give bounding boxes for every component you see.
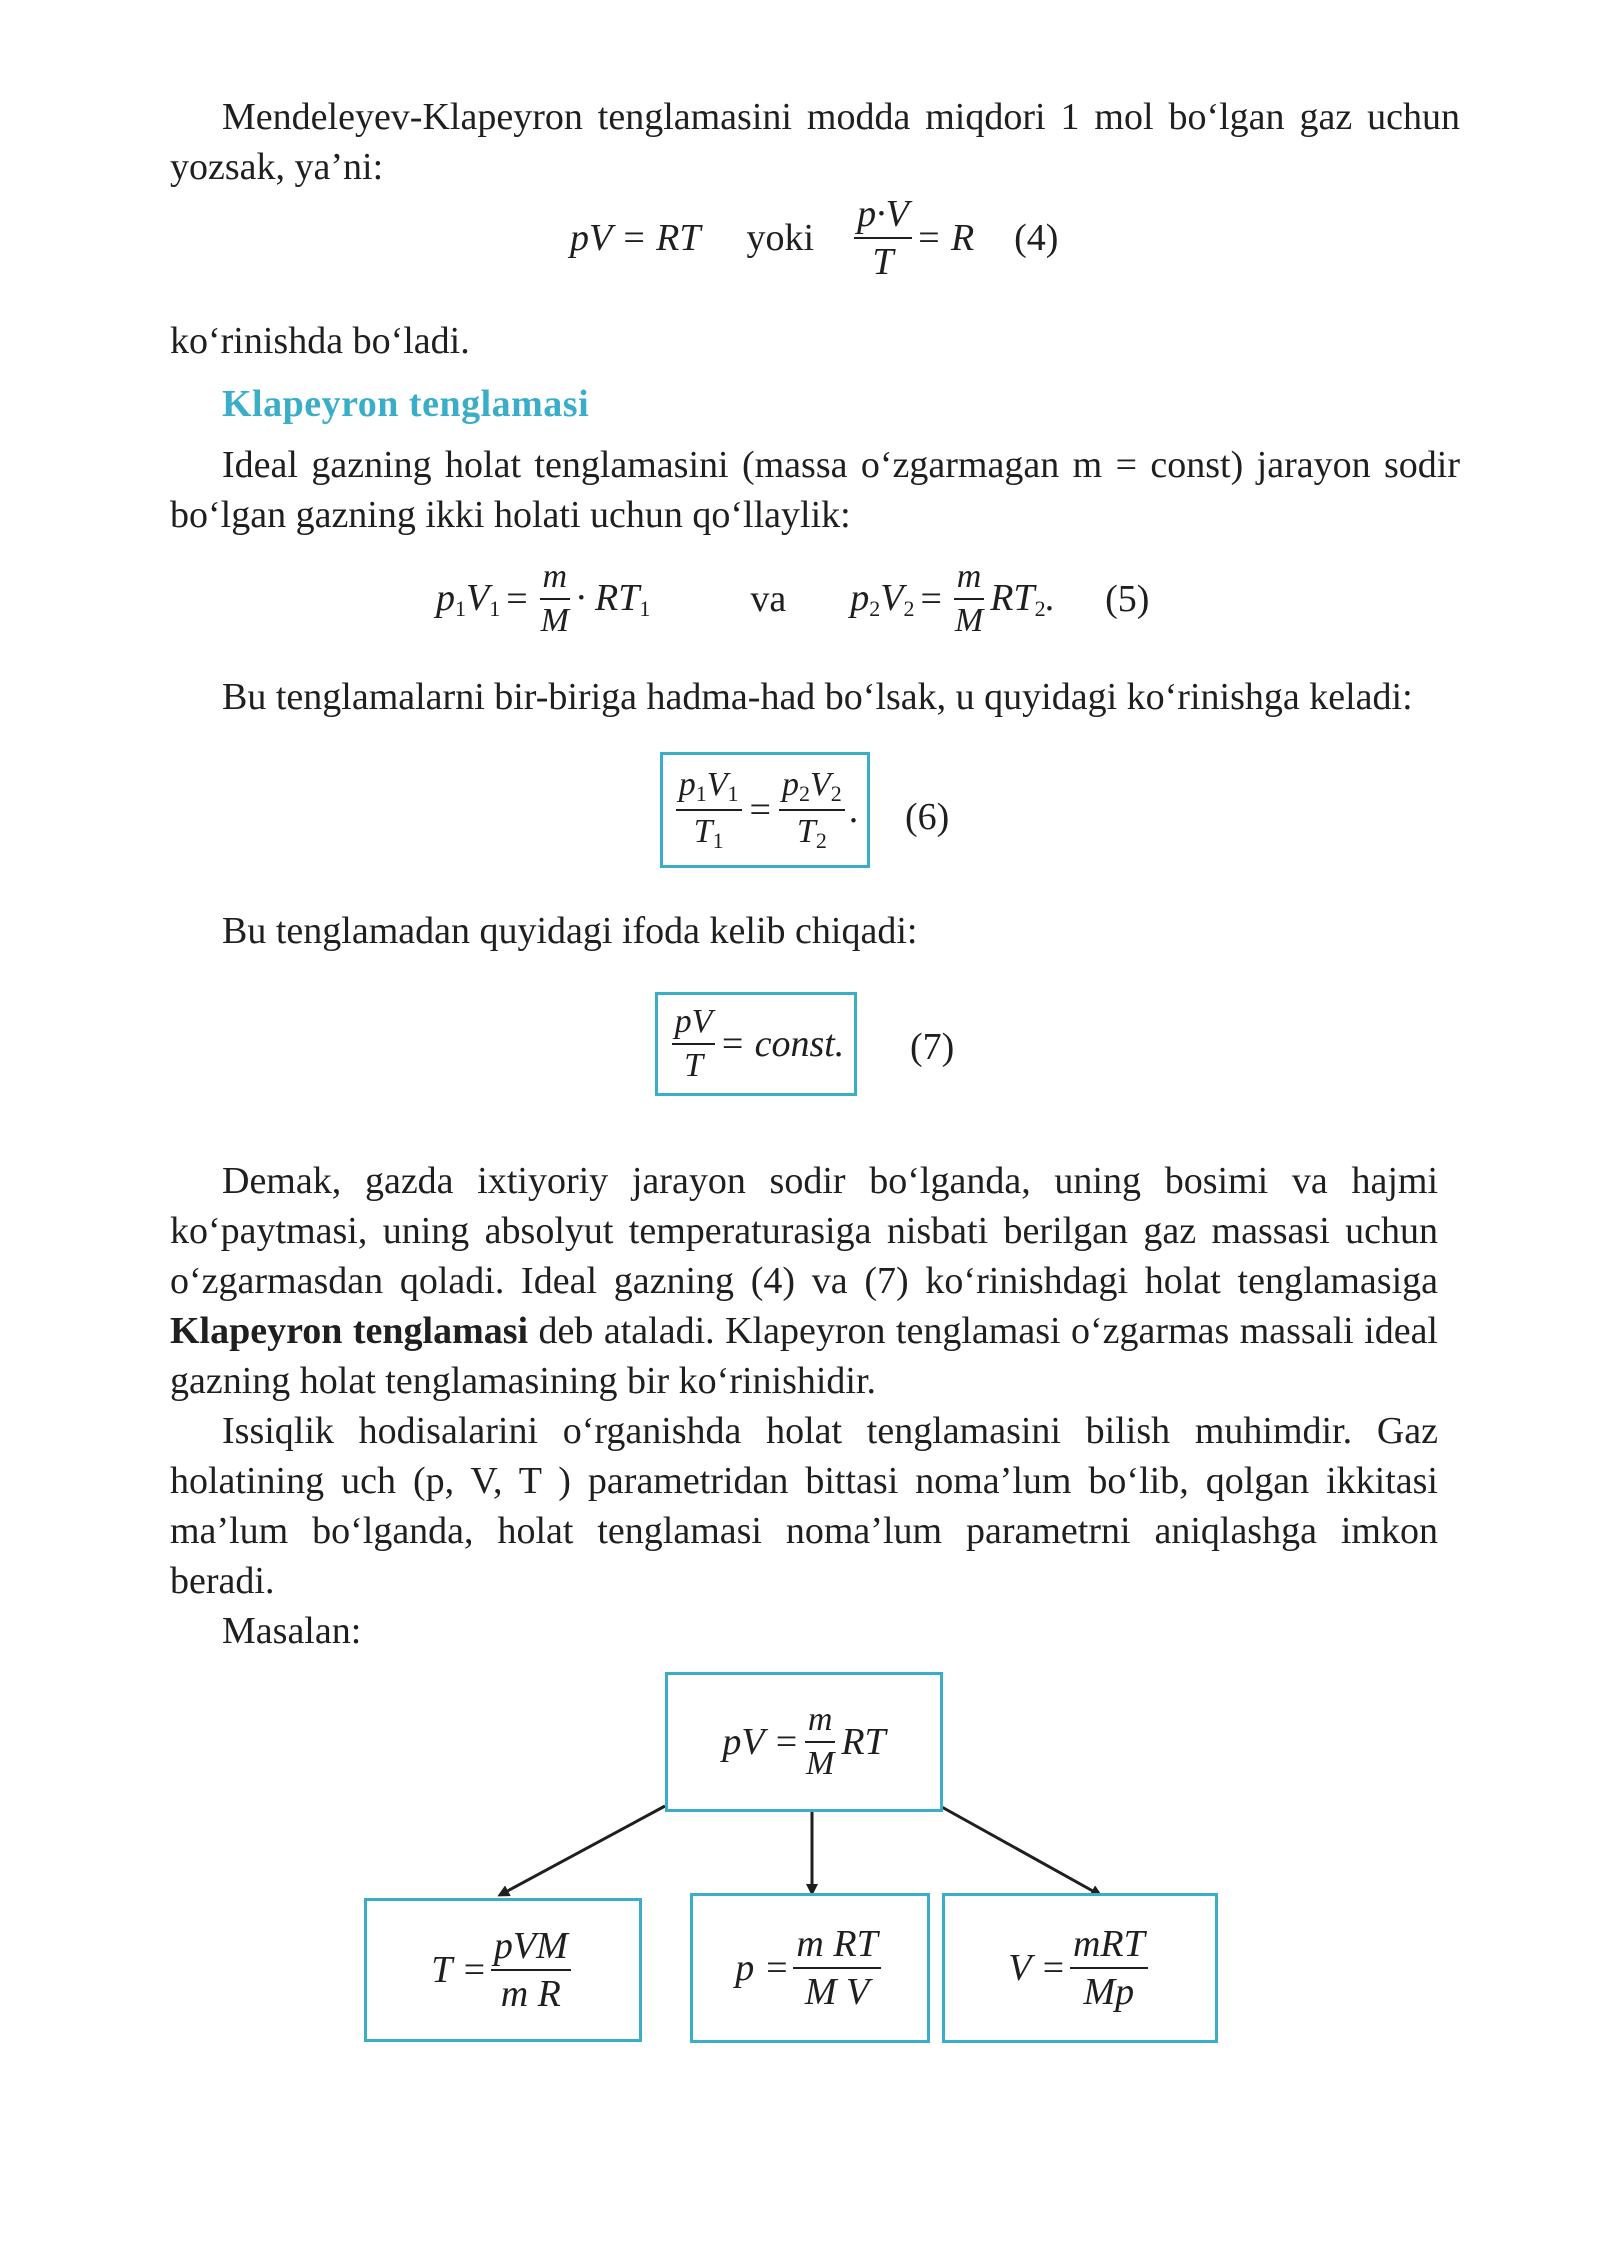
eq4-word: yoki: [746, 217, 815, 259]
eq4-denominator: T: [872, 241, 894, 283]
diagram-left-fraction: $\frac{\text{pVM}}{\text{m R}}$: [491, 1927, 571, 2013]
diagram-left-box: T = $\frac{\text{pVM}}{\text{m R}}$: [364, 1898, 642, 2042]
paragraph-example: Masalan:: [222, 1610, 362, 1652]
paragraph-after-4: ko‘rinishda bo‘ladi.: [170, 320, 470, 362]
section-heading: Klapeyron tenglamasi: [222, 383, 590, 425]
eq5-number: (5): [1105, 578, 1150, 620]
paragraph-mendeleyev: Mendeleyev-Klapeyron tenglamasini modda miqdori 1 mol bo‘lgan gaz uchun yozsak, ya’ni:: [170, 96, 1460, 188]
eq4-rhs: = R: [915, 217, 975, 259]
arrow-right: [940, 1806, 1100, 1895]
diagram-middle-fraction: $\frac{\text{m RT}}{\text{M V}}$: [793, 1925, 880, 2011]
paragraph-follows: Bu tenglamadan quyidagi ifoda kelib chiqadi:: [222, 910, 918, 952]
eq7-number: (7): [910, 1026, 955, 1068]
eq6-fraction-2: $\frac{p_2V_2}{T_2}$: [779, 768, 845, 852]
paragraph-importance: Issiqlik hodisalarini o‘rganishda holat tenglamasini bilish muhimdir. Gaz holatining uch (p, V, T ) parametridan bittasi noma’lum bo‘lib, qolgan ikkitasi ma’lum bo‘lganda, holat tenglamasi noma’lum parametrni aniqlashga imkon beradi.: [170, 1410, 1438, 1602]
eq4-lhs: pV = RT: [570, 217, 701, 259]
eq5-fraction-2: $\frac{m}{M}$: [954, 558, 984, 639]
paragraph-ideal-gas: Ideal gazning holat tenglamasini (massa o‘zgarmagan m = const) jarayon sodir bo‘lgan gazning ikki holati uchun qo‘llaylik:: [170, 444, 1460, 536]
eq7-fraction: $\frac{pV}{T}$: [672, 1005, 716, 1083]
eq5-rt1: · $RT_1$: [575, 577, 651, 621]
eq6-fraction-1: $\frac{p_1V_1}{T_1}$: [676, 768, 742, 852]
diagram-top-box: pV = $\frac{m}{M}$ RT: [665, 1672, 943, 1812]
eq5-rt2: $RT_2$.: [990, 577, 1056, 621]
eq5-p2: $p_2V_2$: [850, 577, 915, 621]
paragraph-conclusion: Demak, gazda ixtiyoriy jarayon sodir bo‘lganda, uning bosimi va hajmi ko‘paytmasi, uning absolyut temperaturasiga nisbati berilgan gaz massasi uchun o‘zgarmasdan qoladi. Ideal gazning (4) va (7) ko‘rinishdagi holat tenglamasiga Klapeyron tenglamasi deb ataladi. Klapeyron tenglamasi o‘zgarmas massali ideal gazning holat tenglamasining bir ko‘rinishidir.: [170, 1160, 1438, 1402]
eq4-number: (4): [1014, 217, 1059, 259]
eq5-fraction-1: $\frac{m}{M}$: [540, 558, 569, 639]
diagram-middle-box: p = $\frac{\text{m RT}}{\text{M V}}$: [690, 1893, 930, 2043]
eq6-number: (6): [905, 796, 950, 838]
equation-5: $p_1V_1$ = $\frac{m}{M}$ · $RT_1$ va $p_2V_2$ = $\frac{m}{M}$ $RT_2$. (5): [436, 558, 1150, 639]
diagram-top-fraction: $\frac{m}{M}$: [805, 1701, 835, 1782]
eq5-p1: $p_1V_1$: [436, 577, 501, 621]
arrow-left: [500, 1806, 665, 1895]
eq4-numerator: p·V: [854, 195, 912, 239]
diagram-right-box: V = $\frac{\text{mRT}}{Mp}$: [942, 1893, 1218, 2043]
diagram-right-fraction: $\frac{\text{mRT}}{Mp}$: [1070, 1925, 1148, 2011]
equation-6-box: $\frac{p_1V_1}{T_1}$ = $\frac{p_2V_2}{T_2}$ .: [660, 752, 870, 868]
term-klapeyron: Klapeyron tenglamasi: [170, 1310, 529, 1352]
paragraph-divide: Bu tenglamalarni bir-biriga hadma-had bo‘lsak, u quyidagi ko‘rinishga keladi:: [222, 676, 1413, 718]
eq5-word: va: [750, 578, 787, 620]
eq7-rhs: = const.: [719, 1023, 845, 1065]
